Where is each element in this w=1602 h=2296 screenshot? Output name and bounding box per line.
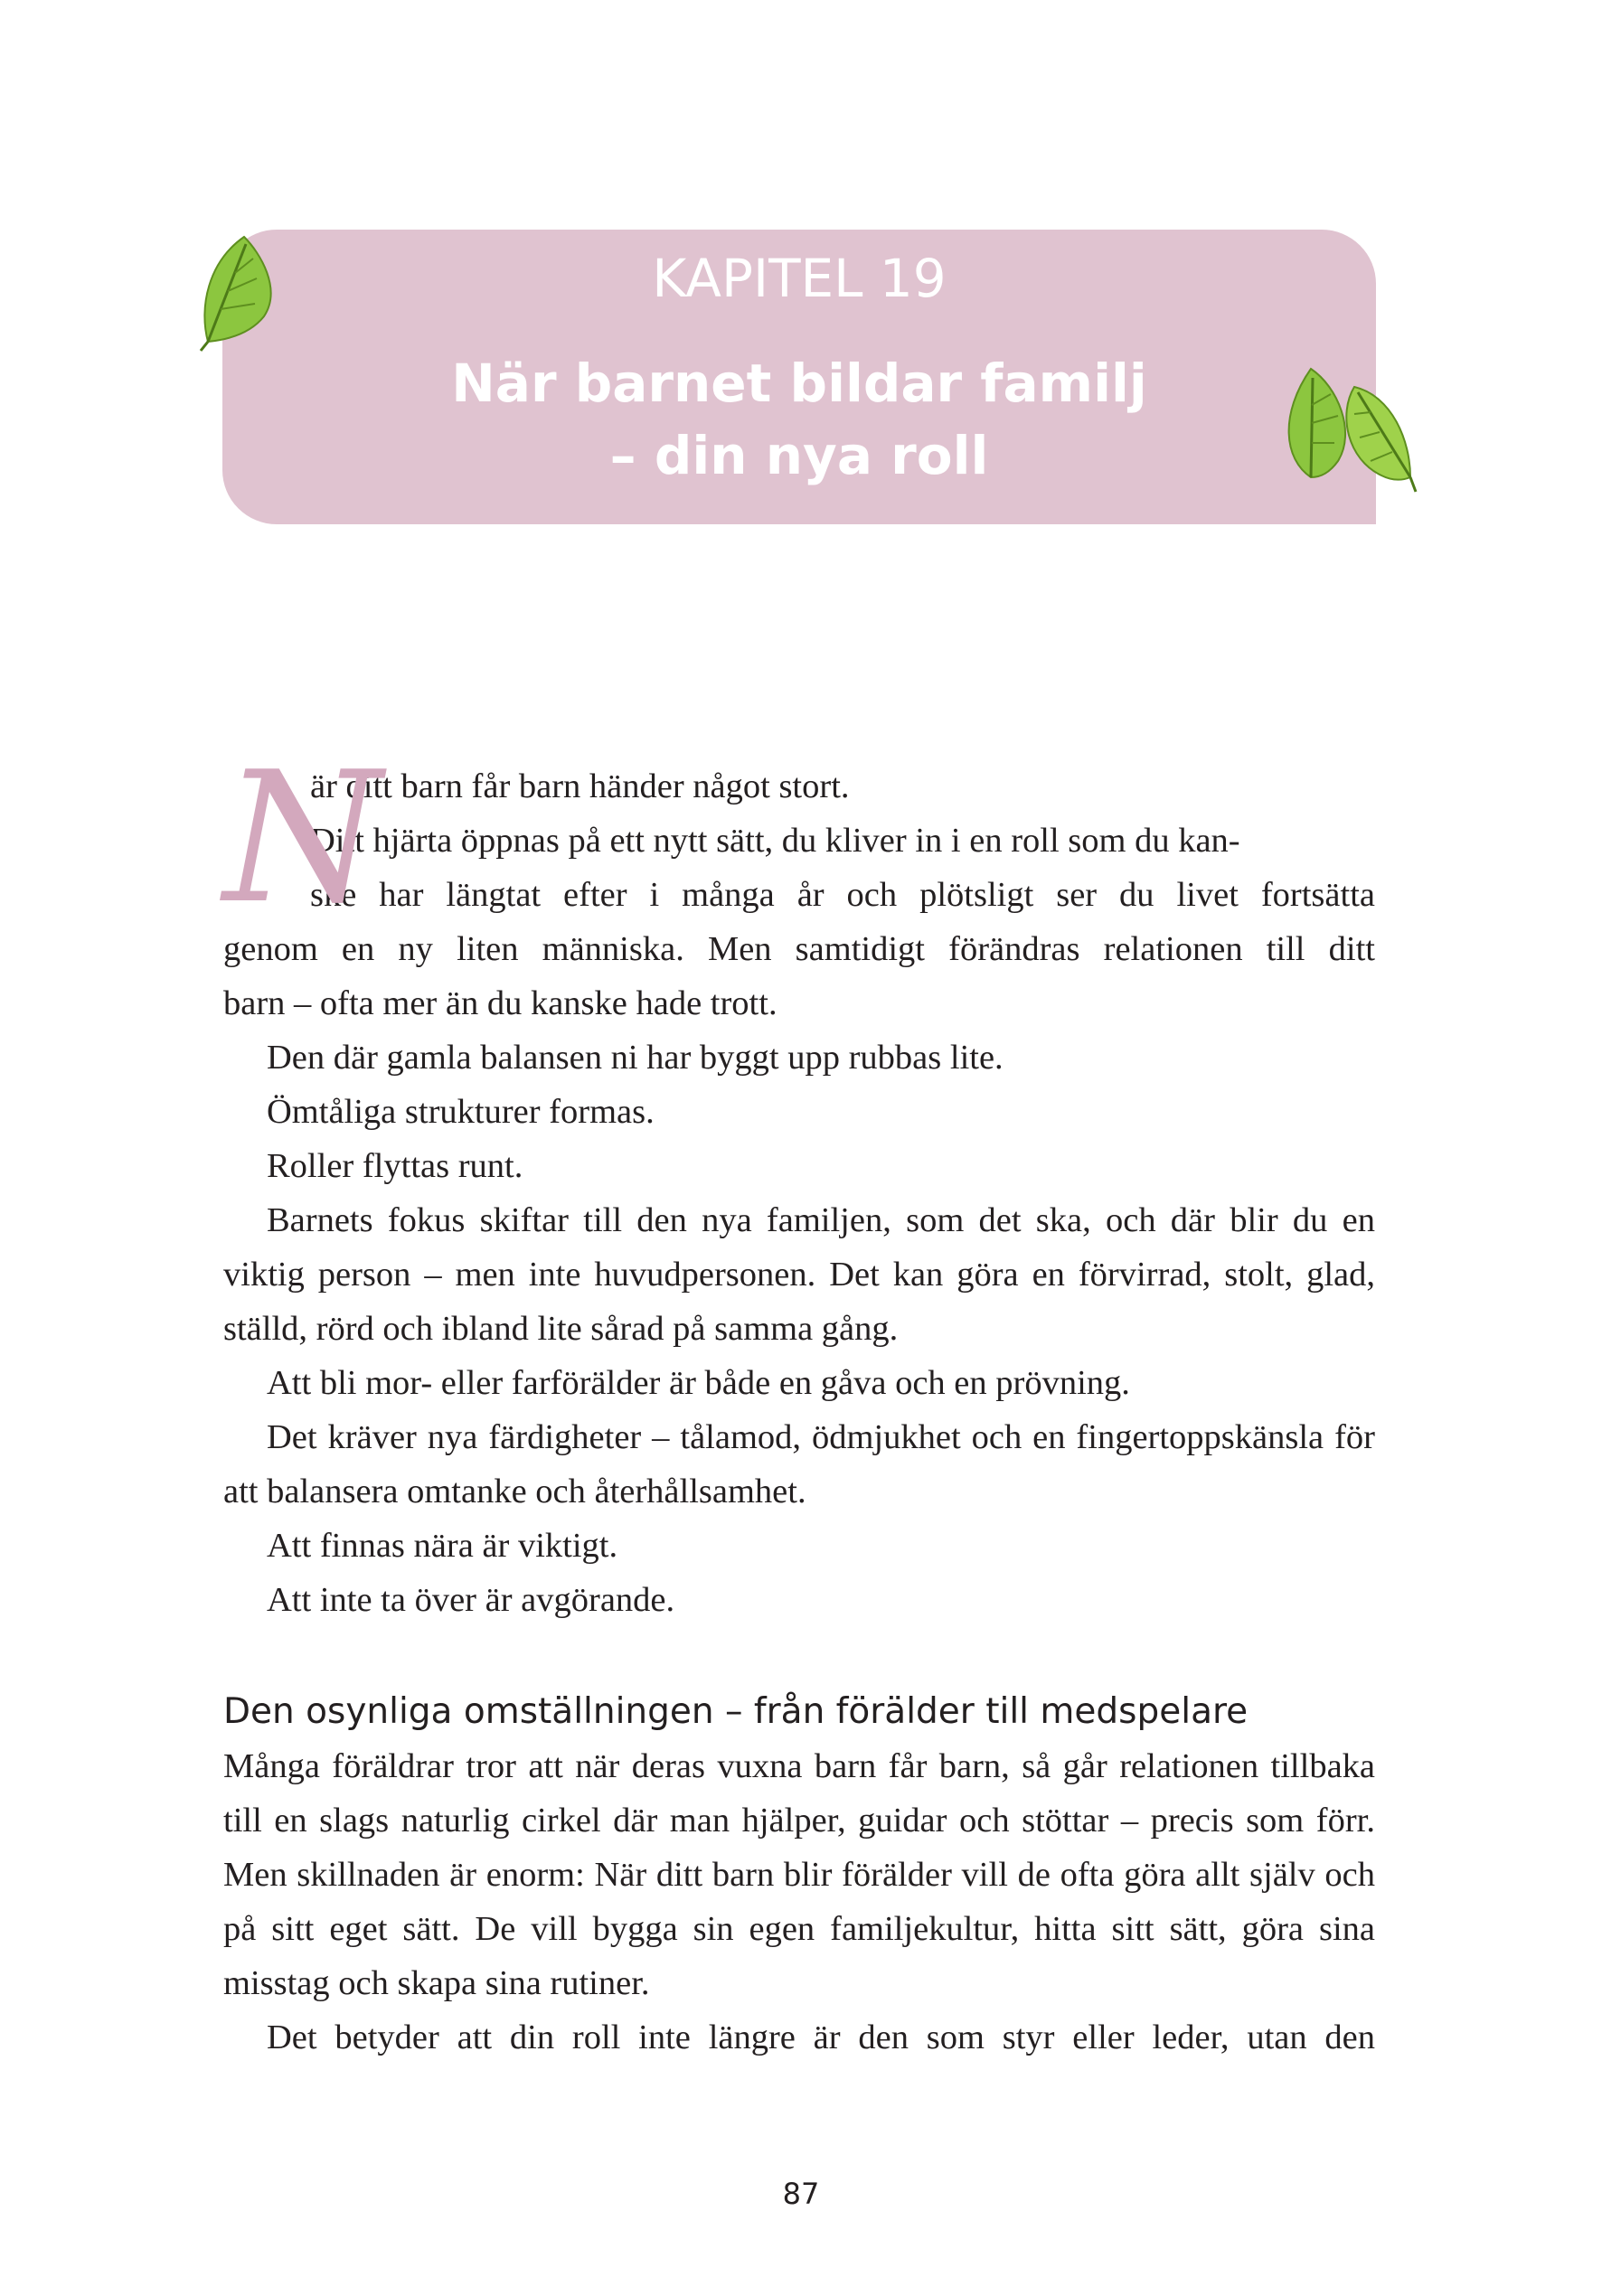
paragraph: Barnets fokus skiftar till den nya familjen, som det ska, och där blir du en viktig person – men inte huvudpersonen. Det kan göra en förvirrad, stolt, glad, ställd, rörd och ibland lite sårad på samma gång.	[223, 1201, 1375, 1348]
chapter-title-line-2: – din nya roll	[609, 425, 989, 486]
paragraph: Det betyder att din roll inte längre är den som styr eller leder, utan den	[267, 2018, 1375, 2056]
paragraph: Ömtåliga strukturer formas.	[267, 1093, 655, 1131]
paragraph: Det kräver nya färdigheter – tålamod, ödmjukhet och en fingertoppskänsla för att balansera omtanke och återhållsamhet.	[223, 1418, 1375, 1510]
body-paragraphs	[223, 1030, 1375, 1627]
chapter-label: KAPITEL 19	[652, 248, 947, 309]
leaf-icon	[1275, 360, 1419, 495]
page-number: 87	[782, 2177, 820, 2211]
intro-line: ske har längtat efter i många år och plötsligt ser du livet fortsätta	[310, 876, 1375, 914]
paragraph: Att inte ta över är avgörande.	[267, 1581, 675, 1619]
chapter-title-line-1: När barnet bildar familj	[451, 353, 1147, 414]
section-paragraphs	[223, 1739, 1375, 2065]
intro-line: barn – ofta mer än du kanske hade trott.	[223, 984, 777, 1022]
intro-block	[223, 733, 1375, 1030]
chapter-heading-box	[222, 230, 1376, 524]
intro-line: är ditt barn får barn händer något stort.	[310, 767, 850, 805]
section-heading: Den osynliga omställningen – från förälder till medspelare	[223, 1691, 1249, 1732]
paragraph: Många föräldrar tror att när deras vuxna barn får barn, så går relationen tillbaka till en slags naturlig cirkel där man hjälper, guidar och stöttar – precis som förr. Men skillnaden är enorm: När ditt barn blir förälder vill de ofta göra allt själv och på sitt eget sätt. De vill bygga sin egen familjekultur, hitta sitt sätt, göra sina misstag och skapa sina rutiner.	[223, 1747, 1375, 2002]
leaf-icon	[190, 226, 289, 353]
paragraph: Att finnas nära är viktigt.	[267, 1527, 618, 1565]
intro-line: genom en ny liten människa. Men samtidigt förändras relationen till ditt	[223, 930, 1375, 968]
intro-line: Ditt hjärta öppnas på ett nytt sätt, du kliver in i en roll som du kan-	[310, 822, 1240, 860]
paragraph: Att bli mor- eller farförälder är både en gåva och en prövning.	[267, 1364, 1130, 1402]
drop-cap: N	[223, 733, 382, 944]
chapter-title	[222, 347, 1376, 492]
paragraph: Roller flyttas runt.	[267, 1147, 523, 1185]
intro-wrapped-lines	[310, 759, 1375, 922]
intro-full-lines	[223, 922, 1375, 1030]
paragraph: Den där gamla balansen ni har byggt upp rubbas lite.	[267, 1039, 1004, 1077]
